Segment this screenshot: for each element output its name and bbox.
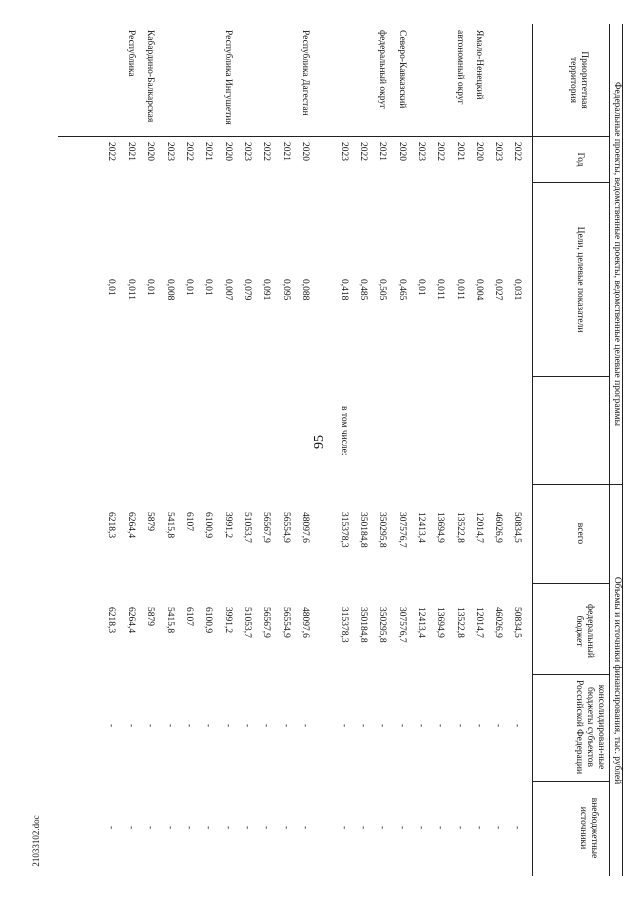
row-federal: 350184,8 bbox=[358, 607, 368, 643]
row-goal-value: 0,011 bbox=[435, 279, 445, 301]
header-group-left: Федеральные проекты, ведомственные проекты, ведомственные целевые программы bbox=[612, 82, 622, 426]
row-goal-value: 0,008 bbox=[165, 279, 175, 301]
row-goal-value: 0,418 bbox=[339, 279, 349, 301]
row-territory: Северо-Кавказский bbox=[397, 30, 407, 109]
header-total: всего bbox=[575, 522, 585, 545]
col-line-federal bbox=[532, 583, 609, 584]
header-extra: внебюджетные источники bbox=[578, 797, 599, 859]
row-regional: - bbox=[300, 724, 310, 728]
row-extra: - bbox=[397, 826, 407, 830]
header-federal: федеральный бюджет bbox=[574, 604, 595, 658]
row-year: 2021 bbox=[126, 142, 136, 161]
row-year: 2023 bbox=[242, 142, 252, 161]
row-year: 2022 bbox=[184, 142, 194, 161]
row-extra: - bbox=[455, 826, 465, 830]
row-extra: - bbox=[339, 826, 349, 830]
row-federal: 5415,8 bbox=[165, 607, 175, 634]
row-goal-value: 0,088 bbox=[300, 279, 310, 301]
row-goal-value: 0,079 bbox=[242, 279, 252, 301]
row-year: 2022 bbox=[106, 142, 116, 161]
row-regional: - bbox=[455, 724, 465, 728]
row-goal-value: 0,01 bbox=[184, 279, 194, 296]
row-federal: 6264,4 bbox=[126, 607, 136, 634]
row-goal-value: 0,031 bbox=[512, 279, 522, 301]
row-goal-value: 0,095 bbox=[281, 279, 291, 301]
row-extra: - bbox=[435, 826, 445, 830]
row-federal: 51053,7 bbox=[242, 607, 252, 638]
financing-table bbox=[58, 24, 623, 876]
row-total: 13694,9 bbox=[435, 512, 445, 543]
row-total: 3991,2 bbox=[223, 512, 233, 539]
row-year: 2021 bbox=[203, 142, 213, 161]
col-line-total bbox=[532, 376, 609, 377]
row-federal: 50834,5 bbox=[512, 607, 522, 638]
row-regional: - bbox=[397, 724, 407, 728]
row-year: 2023 bbox=[339, 142, 349, 161]
row-regional: - bbox=[242, 724, 252, 728]
row-goal-value: 0,011 bbox=[455, 279, 465, 301]
row-territory: Республика Дагестан bbox=[300, 30, 310, 116]
header-goals: Цели, целевые показатели bbox=[575, 226, 585, 333]
header-year: Год bbox=[575, 152, 585, 167]
row-goal-value: 0,01 bbox=[203, 279, 213, 296]
row-total: 350295,8 bbox=[377, 512, 387, 548]
row-territory: Ямало-Ненецкий bbox=[474, 30, 484, 100]
row-federal: 307576,7 bbox=[397, 607, 407, 643]
row-year: 2021 bbox=[455, 142, 465, 161]
row-extra: - bbox=[377, 826, 387, 830]
row-federal: 56554,9 bbox=[281, 607, 291, 638]
row-extra: - bbox=[358, 826, 368, 830]
row-total: 46026,9 bbox=[493, 512, 503, 543]
row-regional: - bbox=[377, 724, 387, 728]
table-rotation-frame bbox=[58, 24, 623, 876]
row-federal: 13694,9 bbox=[435, 607, 445, 638]
row-goal-value: 0,091 bbox=[261, 279, 271, 301]
row-year: 2022 bbox=[512, 142, 522, 161]
row-extra: - bbox=[281, 826, 291, 830]
row-regional: - bbox=[474, 724, 484, 728]
row-federal: 12413,4 bbox=[416, 607, 426, 638]
row-year: 2021 bbox=[377, 142, 387, 161]
row-goal-value: 0,01 bbox=[145, 279, 155, 296]
row-federal: 48097,6 bbox=[300, 607, 310, 638]
row-federal: 6100,9 bbox=[203, 607, 213, 634]
row-total: 48097,6 bbox=[300, 512, 310, 543]
row-regional: - bbox=[261, 724, 271, 728]
row-year: 2020 bbox=[300, 142, 310, 161]
row-federal: 5879 bbox=[145, 607, 155, 626]
row-year: 2020 bbox=[145, 142, 155, 161]
row-total: 12413,4 bbox=[416, 512, 426, 543]
row-goal-value: 0,007 bbox=[223, 279, 233, 301]
row-year: 2022 bbox=[261, 142, 271, 161]
row-federal: 3991,2 bbox=[223, 607, 233, 634]
row-goal-value: 0,485 bbox=[358, 279, 368, 301]
row-territory: Республика Ингушетия bbox=[223, 30, 233, 125]
subheading-including: в том числе: bbox=[339, 406, 349, 456]
group-header-divider bbox=[609, 24, 610, 876]
row-regional: - bbox=[416, 724, 426, 728]
header-territory: Приоритетная территория bbox=[568, 51, 589, 109]
row-goal-value: 0,505 bbox=[377, 279, 387, 301]
row-regional: - bbox=[493, 724, 503, 728]
row-regional: - bbox=[435, 724, 445, 728]
row-total: 5879 bbox=[145, 512, 155, 531]
row-extra: - bbox=[126, 826, 136, 830]
row-territory: автономный округ bbox=[455, 30, 465, 105]
row-regional: - bbox=[145, 724, 155, 728]
row-goal-value: 0,01 bbox=[416, 279, 426, 296]
header-regional: консолидирован-ные бюджеты субъектов Российской Федерации bbox=[574, 679, 606, 775]
row-total: 56554,9 bbox=[281, 512, 291, 543]
row-federal: 13522,8 bbox=[455, 607, 465, 638]
row-year: 2023 bbox=[416, 142, 426, 161]
row-territory: Республика bbox=[126, 30, 136, 77]
row-federal: 6218,3 bbox=[106, 607, 116, 634]
row-territory: Кабардино-Балкарская bbox=[145, 30, 155, 123]
row-regional: - bbox=[512, 724, 522, 728]
row-total: 6218,3 bbox=[106, 512, 116, 539]
row-total: 307576,7 bbox=[397, 512, 407, 548]
row-federal: 12014,7 bbox=[474, 607, 484, 638]
row-total: 51053,7 bbox=[242, 512, 252, 543]
row-extra: - bbox=[261, 826, 271, 830]
row-regional: - bbox=[223, 724, 233, 728]
row-federal: 6107 bbox=[184, 607, 194, 626]
row-total: 6264,4 bbox=[126, 512, 136, 539]
row-year: 2022 bbox=[435, 142, 445, 161]
row-year: 2020 bbox=[223, 142, 233, 161]
col-line-regional bbox=[532, 674, 609, 675]
row-total: 315378,3 bbox=[339, 512, 349, 548]
col-line-extra bbox=[532, 781, 609, 782]
row-extra: - bbox=[223, 826, 233, 830]
row-extra: - bbox=[145, 826, 155, 830]
table-top-border bbox=[622, 24, 623, 876]
row-extra: - bbox=[106, 826, 116, 830]
row-total: 50834,5 bbox=[512, 512, 522, 543]
row-extra: - bbox=[300, 826, 310, 830]
row-total: 56567,9 bbox=[261, 512, 271, 543]
row-total: 6100,9 bbox=[203, 512, 213, 539]
row-year: 2021 bbox=[281, 142, 291, 161]
row-regional: - bbox=[126, 724, 136, 728]
row-goal-value: 0,01 bbox=[106, 279, 116, 296]
row-regional: - bbox=[184, 724, 194, 728]
row-year: 2022 bbox=[358, 142, 368, 161]
row-extra: - bbox=[165, 826, 175, 830]
row-regional: - bbox=[339, 724, 349, 728]
row-territory: федеральный округ bbox=[377, 30, 387, 109]
col-line-year bbox=[58, 136, 609, 137]
row-extra: - bbox=[416, 826, 426, 830]
document-code: 21033102.doc bbox=[31, 815, 41, 867]
row-year: 2023 bbox=[165, 142, 175, 161]
row-total: 6107 bbox=[184, 512, 194, 531]
row-federal: 56567,9 bbox=[261, 607, 271, 638]
row-total: 12014,7 bbox=[474, 512, 484, 543]
header-group-right: Объемы и источники финансирования, тыс. рублей bbox=[612, 576, 622, 785]
header-bottom-border bbox=[532, 24, 533, 876]
row-extra: - bbox=[493, 826, 503, 830]
row-regional: - bbox=[358, 724, 368, 728]
row-total: 13522,8 bbox=[455, 512, 465, 543]
col-line-goals bbox=[532, 182, 609, 183]
page-number: 95 bbox=[312, 435, 327, 449]
row-year: 2020 bbox=[474, 142, 484, 161]
row-year: 2020 bbox=[397, 142, 407, 161]
row-extra: - bbox=[242, 826, 252, 830]
row-goal-value: 0,004 bbox=[474, 279, 484, 301]
row-year: 2023 bbox=[493, 142, 503, 161]
row-regional: - bbox=[281, 724, 291, 728]
row-goal-value: 0,011 bbox=[126, 279, 136, 301]
row-federal: 315378,3 bbox=[339, 607, 349, 643]
row-federal: 46026,9 bbox=[493, 607, 503, 638]
row-extra: - bbox=[203, 826, 213, 830]
row-goal-value: 0,027 bbox=[493, 279, 503, 301]
row-regional: - bbox=[203, 724, 213, 728]
row-total: 5415,8 bbox=[165, 512, 175, 539]
row-regional: - bbox=[165, 724, 175, 728]
row-federal: 350295,8 bbox=[377, 607, 387, 643]
row-regional: - bbox=[106, 724, 116, 728]
row-total: 350184,8 bbox=[358, 512, 368, 548]
row-extra: - bbox=[512, 826, 522, 830]
row-goal-value: 0,465 bbox=[397, 279, 407, 301]
row-extra: - bbox=[474, 826, 484, 830]
row-extra: - bbox=[184, 826, 194, 830]
